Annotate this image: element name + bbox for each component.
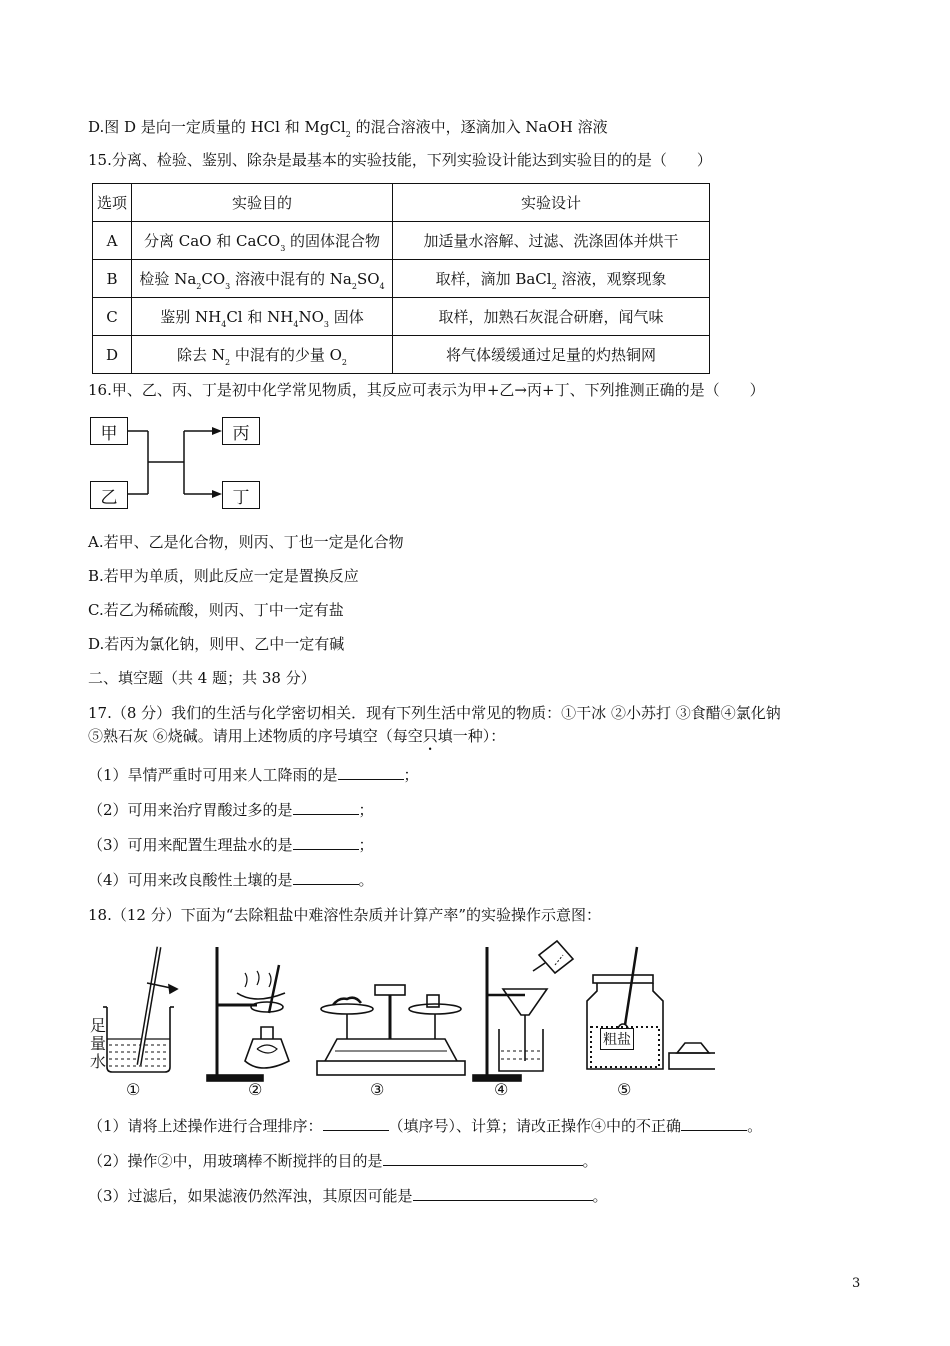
section-heading: 二、填空题（共 4 题；共 38 分）: [88, 669, 316, 687]
q15-stem: 15.分离、检验、鉴别、除杂是最基本的实验技能，下列实验设计能达到实验目的的是（ ）: [88, 151, 712, 169]
table-row: C 鉴别 $NH_4Cl$ 和 $NH_4NO_3$ 固体 取样，加熟石灰混合研磨，闻气味: [93, 298, 710, 336]
step-number-1: ①: [126, 1080, 141, 1099]
step-number-3: ③: [370, 1080, 385, 1099]
box-jia: 甲: [90, 417, 128, 445]
answer-blank[interactable]: [338, 765, 404, 780]
q18-sub-1: （1）请将上述操作进行合理排序： （填序号）、计算；请改正操作④中的不正确 。: [88, 1117, 763, 1135]
answer-blank[interactable]: [293, 870, 359, 885]
q17-item-3: （3）可用来配置生理盐水的是 ；: [88, 836, 374, 854]
q16-option-a: A.若甲、乙是化合物，则丙、丁也一定是化合物: [88, 533, 404, 551]
step-number-2: ②: [248, 1080, 263, 1099]
balance-icon: [317, 985, 465, 1075]
box-bing: 丙: [222, 417, 260, 445]
answer-blank[interactable]: [413, 1186, 593, 1201]
evaporation-icon: [207, 947, 289, 1081]
q15-table: [92, 183, 710, 374]
box-ding: 丁: [222, 481, 260, 509]
page-number: 3: [852, 1276, 861, 1291]
q14-option-d: D.图 D 是向一定质量的 HCl 和 MgCl$_2$ 的混合溶液中，逐滴加入 NaOH 溶液: [88, 118, 608, 139]
q17-item-1: （1）旱情严重时可用来人工降雨的是 ；: [88, 766, 419, 784]
answer-blank[interactable]: [293, 800, 359, 815]
q17-stem-line1: 17.（8 分）我们的生活与化学密切相关．现有下列生活中常见的物质：①干冰 ②小苏打 ③食醋④氯化钠: [88, 704, 781, 722]
header-goal: 实验目的: [132, 184, 393, 222]
q16-option-d: D.若丙为氯化钠，则甲、乙中一定有碱: [88, 635, 345, 653]
table-row: B 检验 $Na_2CO_3$ 溶液中混有的 $Na_2SO_4$ 取样，滴加 BaCl$_2$ 溶液，观察现象: [93, 260, 710, 298]
water-label: 足 量 水: [90, 1016, 107, 1071]
q18-stem: 18.（12 分）下面为“去除粗盐中难溶性杂质并计算产率”的实验操作示意图：: [88, 906, 602, 924]
step-number-5: ⑤: [617, 1080, 632, 1099]
salt-jar-icon: [587, 947, 715, 1069]
header-option: 选项: [93, 184, 132, 222]
q16-stem: 16.甲、乙、丙、丁是初中化学常见物质，其反应可表示为甲+乙→丙+丁、下列推测正确的是（ ）: [88, 381, 765, 399]
answer-blank[interactable]: [383, 1151, 583, 1166]
table-row: D 除去 $N_2$ 中混有的少量 $O_2$ 将气体缓缓通过足量的灼热铜网: [93, 336, 710, 374]
q17-item-4: （4）可用来改良酸性土壤的是 。: [88, 871, 374, 889]
q16-option-b: B.若甲为单质，则此反应一定是置换反应: [88, 567, 359, 585]
beaker-stirring-icon: [103, 947, 177, 1072]
table-row: A 分离 CaO 和 CaCO$_3$ 的固体混合物 加适量水溶解、过滤、洗涤固体并烘干: [93, 222, 710, 260]
q16-option-c: C.若乙为稀硫酸，则丙、丁中一定有盐: [88, 601, 344, 619]
answer-blank[interactable]: [681, 1116, 747, 1131]
q18-sub-2: （2）操作②中，用玻璃棒不断搅拌的目的是 。: [88, 1152, 598, 1170]
q18-sub-3: （3）过滤后，如果滤液仍然浑浊，其原因可能是 。: [88, 1187, 608, 1205]
step-number-4: ④: [494, 1080, 509, 1099]
q17-stem-line2: ⑤熟石灰 ⑥烧碱。请用上述物质的序号填空（每空只填一种）：: [88, 727, 506, 745]
header-design: 实验设计: [393, 184, 710, 222]
answer-blank[interactable]: [323, 1116, 389, 1131]
answer-blank[interactable]: [293, 835, 359, 850]
filtration-icon: [473, 941, 573, 1081]
q17-item-2: （2）可用来治疗胃酸过多的是 ；: [88, 801, 374, 819]
table-header-row: [93, 184, 710, 222]
salt-label: 粗盐: [600, 1028, 634, 1050]
box-yi: 乙: [90, 481, 128, 509]
